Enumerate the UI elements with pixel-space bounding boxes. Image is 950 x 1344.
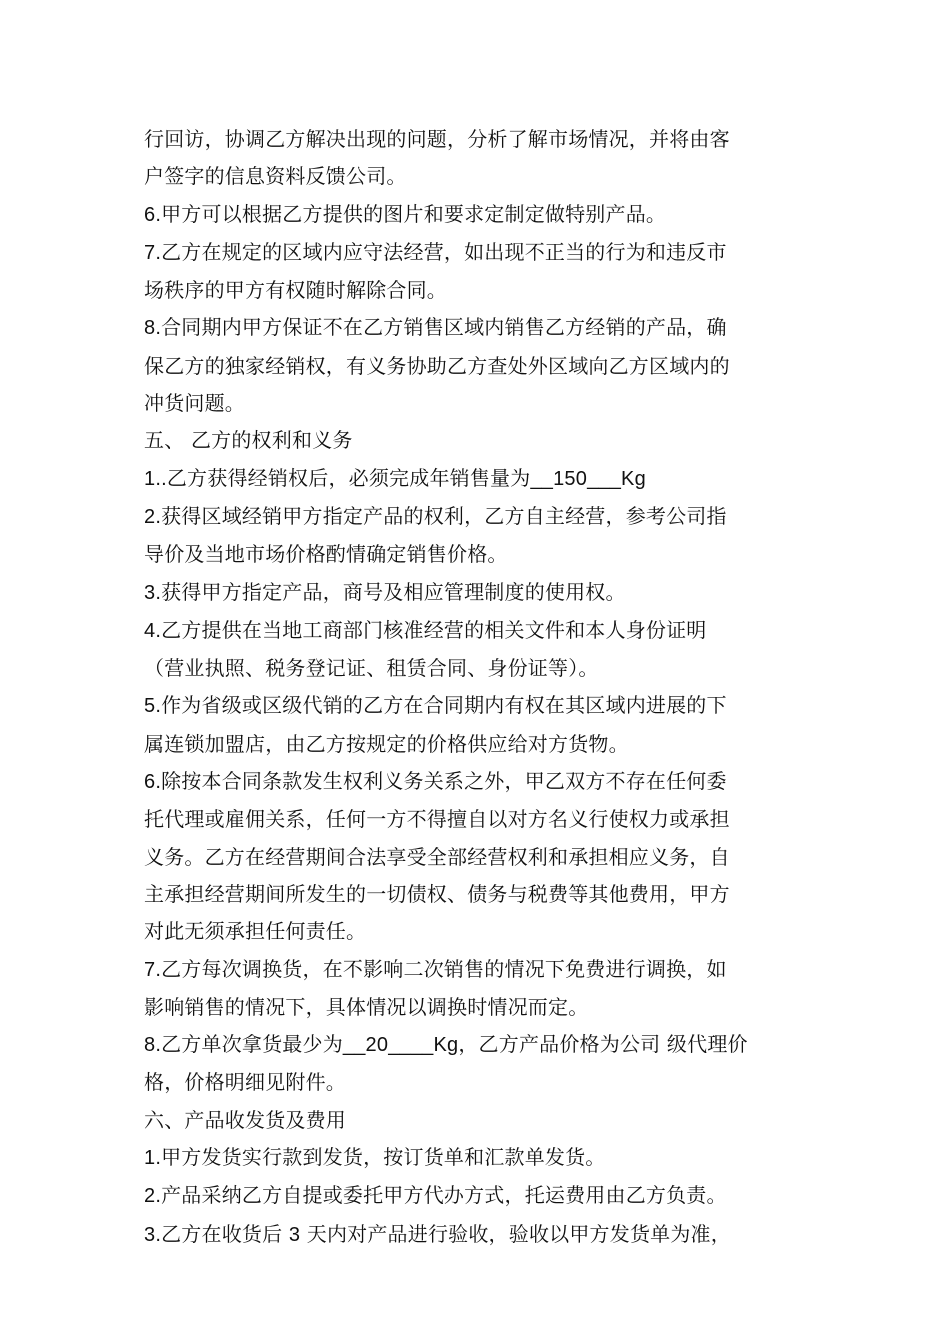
- text-segment: 甲方发货实行款到发货，按订货单和汇款单发货。: [161, 1145, 606, 1170]
- text-segment: 3: [288, 1223, 301, 1246]
- document-line: [144, 460, 814, 498]
- text-segment: 8.: [144, 317, 162, 340]
- document-line: [144, 876, 814, 913]
- text-segment: 乙方在收货后: [161, 1221, 289, 1246]
- text-segment: 户签字的信息资料反馈公司。: [144, 164, 407, 189]
- text-segment: 7.: [144, 958, 162, 981]
- text-segment: 导价及当地市场价格酌情确定销售价格。: [144, 542, 508, 567]
- text-segment: 托代理或雇佣关系，任何一方不得擅自以对方名义行使权力或承担: [144, 807, 730, 832]
- document-line: [144, 498, 814, 536]
- text-segment: __150___Kg: [530, 467, 646, 490]
- text-segment: 格，价格明细见附件。: [144, 1070, 346, 1095]
- text-segment: 3.: [144, 581, 162, 604]
- document-line: [144, 158, 814, 195]
- text-segment: 3.: [144, 1223, 162, 1246]
- text-segment: 获得甲方指定产品，商号及相应管理制度的使用权。: [161, 579, 626, 604]
- document-line: [144, 801, 814, 838]
- text-segment: 获得区域经销甲方指定产品的权利，乙方自主经营，参考公司指: [161, 503, 727, 528]
- text-segment: 6.: [144, 771, 162, 794]
- document-line: [144, 536, 814, 573]
- document-line: [144, 913, 814, 950]
- text-segment: 8.: [144, 1034, 162, 1057]
- document-line: [144, 650, 814, 687]
- document-line: [144, 272, 814, 309]
- text-segment: 乙方在规定的区域内应守法经营，如出现不正当的行为和违反市: [161, 239, 727, 264]
- text-segment: 6.: [144, 203, 162, 226]
- text-segment: 合同期内甲方保证不在乙方销售区域内销售乙方经销的产品，确: [161, 315, 727, 340]
- text-segment: 5.: [144, 695, 162, 718]
- text-segment: 保乙方的独家经销权，有义务协助乙方查处外区域向乙方区域内的: [144, 353, 730, 378]
- document-line: [144, 687, 814, 725]
- text-segment: 义务。乙方在经营期间合法享受全部经营权利和承担相应义务，自: [144, 844, 730, 869]
- document-body: [144, 121, 814, 1254]
- text-segment: 乙方单次拿货最少为: [161, 1032, 343, 1057]
- text-segment: 4.: [144, 619, 162, 642]
- text-segment: 行回访，协调乙方解决出现的问题，分析了解市场情况，并将由客: [144, 127, 730, 151]
- document-line: [144, 726, 814, 763]
- document-line: [144, 121, 814, 158]
- text-segment: ，乙方产品价格为公司 级代理价: [458, 1032, 748, 1057]
- document-line: [144, 763, 814, 801]
- text-segment: 作为省级或区级代销的乙方在合同期内有权在其区域内进展的下: [161, 693, 727, 718]
- document-line: [144, 196, 814, 234]
- document-line: [144, 574, 814, 612]
- text-segment: 乙方提供在当地工商部门核准经营的相关文件和本人身份证明: [161, 617, 707, 642]
- text-segment: 乙方每次调换货，在不影响二次销售的情况下免费进行调换，如: [161, 956, 727, 981]
- text-segment: 对此无须承担任何责任。: [144, 919, 367, 944]
- document-line: [144, 951, 814, 989]
- text-segment: 天内对产品进行验收，验收以甲方发货单为准，: [300, 1221, 731, 1246]
- document-line: [144, 422, 814, 459]
- text-segment: 除按本合同条款发生权利义务关系之外，甲乙双方不存在任何委: [161, 769, 727, 794]
- document-line: [144, 385, 814, 422]
- text-segment: 影响销售的情况下，具体情况以调换时情况而定。: [144, 994, 589, 1019]
- document-line: [144, 348, 814, 385]
- text-segment: 甲方可以根据乙方提供的图片和要求定制定做特别产品。: [161, 201, 667, 226]
- text-segment: 属连锁加盟店，由乙方按规定的价格供应给对方货物。: [144, 731, 629, 756]
- document-line: [144, 612, 814, 650]
- text-segment: 2.: [144, 505, 162, 528]
- text-segment: 场秩序的甲方有权随时解除合同。: [144, 278, 447, 303]
- text-segment: 1..: [144, 467, 167, 490]
- document-line: [144, 1216, 814, 1254]
- document-line: [144, 1064, 814, 1101]
- text-segment: 2.: [144, 1185, 162, 1208]
- text-segment: 产品采纳乙方自提或委托甲方代办方式，托运费用由乙方负责。: [161, 1183, 727, 1208]
- text-segment: 六、产品收发货及费用: [144, 1107, 346, 1132]
- text-segment: __20____Kg: [342, 1034, 459, 1057]
- text-segment: 主承担经营期间所发生的一切债权、债务与税费等其他费用，甲方: [144, 881, 730, 906]
- document-line: [144, 1139, 814, 1177]
- text-segment: 冲货问题。: [144, 391, 245, 416]
- text-segment: 乙方获得经销权后，必须完成年销售量为: [166, 465, 531, 490]
- text-segment: （营业执照、税务登记证、租赁合同、身份证等）。: [144, 656, 599, 681]
- document-line: [144, 989, 814, 1026]
- document-line: [144, 234, 814, 272]
- document-line: [144, 1102, 814, 1139]
- text-segment: 1.: [144, 1147, 162, 1170]
- document-line: [144, 1026, 814, 1064]
- document-line: [144, 839, 814, 876]
- text-segment: 五、 乙方的权利和义务: [144, 428, 353, 453]
- text-segment: 7.: [144, 241, 162, 264]
- document-line: [144, 1177, 814, 1215]
- document-line: [144, 309, 814, 347]
